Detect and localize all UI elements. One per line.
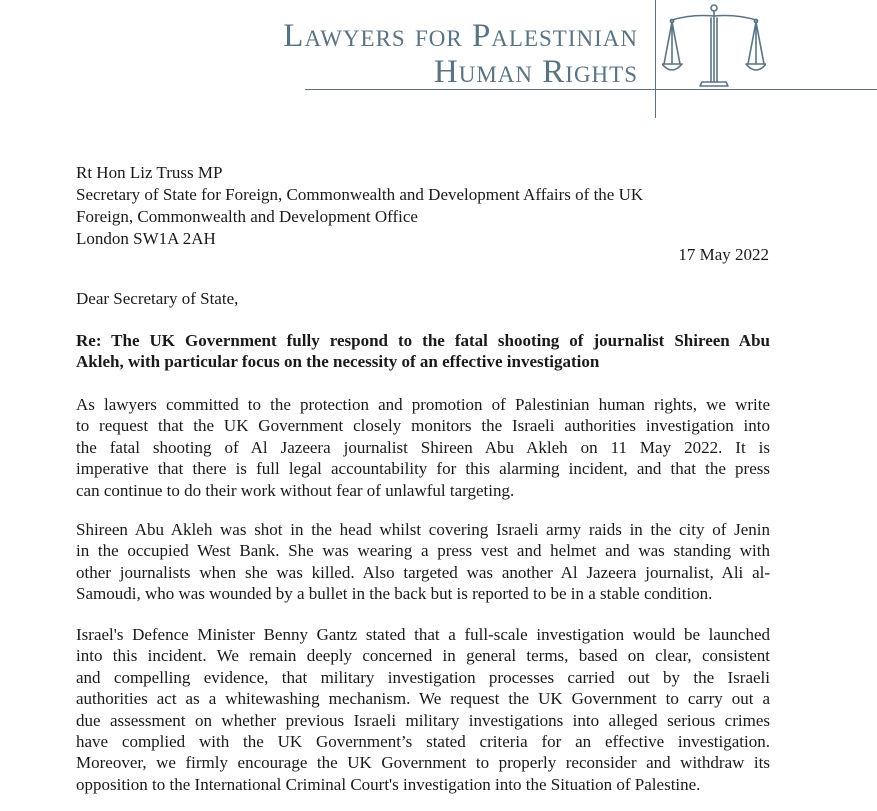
- paragraph-line: to request that the UK Government closely monitors the Israeli authorities investigation into: [76, 416, 770, 436]
- scales-of-justice-icon: [662, 2, 766, 88]
- paragraph-line: in the occupied West Bank. She was wearing a press vest and helmet and was standing with: [76, 541, 770, 561]
- recipient-name: Rt Hon Liz Truss MP: [76, 163, 223, 182]
- paragraph-line: can continue to do their work without fear of unlawful targeting.: [76, 480, 515, 500]
- recipient-title: Secretary of State for Foreign, Commonwealth and Development Affairs of the UK: [76, 185, 644, 204]
- subject-line-2: Akleh, with particular focus on the necessity of an effective investigation: [76, 352, 600, 371]
- body-paragraph-2: [76, 519, 770, 605]
- paragraph-line: Samoudi, who was wounded by a bullet in the back but is reported to be in a stable condition.: [76, 584, 713, 604]
- paragraph-line: authorities act as a whitewashing mechanism. We request the UK Government to carry out a: [76, 689, 770, 709]
- paragraph-line: into this incident. We remain deeply concerned in general terms, based on clear, consistent: [76, 646, 770, 666]
- recipient-address: [76, 162, 643, 250]
- letterhead: [0, 0, 877, 120]
- paragraph-line: Shireen Abu Akleh was shot in the head whilst covering Israeli army raids in the city of Jenin: [76, 520, 770, 539]
- paragraph-line: Israel's Defence Minister Benny Gantz stated that a full-scale investigation would be launched: [76, 625, 770, 644]
- paragraph-line: other journalists when she was killed. Also targeted was another Al Jazeera journalist, Ali al-: [76, 562, 770, 582]
- recipient-office: Foreign, Commonwealth and Development Office: [76, 207, 418, 226]
- subject-line-1: Re: The UK Government fully respond to the fatal shooting of journalist Shireen Abu: [76, 331, 770, 350]
- letter-date: 17 May 2022: [678, 245, 769, 264]
- salutation: Dear Secretary of State,: [76, 289, 239, 308]
- recipient-city: London SW1A 2AH: [76, 229, 216, 248]
- paragraph-line: and compelling evidence, that military investigation processes carried out by the Israeli: [76, 667, 770, 687]
- paragraph-line: Moreover, we firmly encourage the UK Government to properly reconsider and withdraw its: [76, 753, 770, 773]
- paragraph-line: As lawyers committed to the protection and promotion of Palestinian human rights, we write: [76, 395, 770, 414]
- organization-name: [283, 18, 638, 90]
- paragraph-line: opposition to the International Criminal Court's investigation into the Situation of Palestine.: [76, 774, 701, 794]
- body-paragraph-3: [76, 624, 770, 795]
- organization-name-line-2: Human Rights: [433, 54, 638, 90]
- paragraph-line: the fatal shooting of Al Jazeera journalist Shireen Abu Akleh on 11 May 2022. It is: [76, 437, 770, 457]
- letterhead-vertical-rule: [655, 0, 656, 118]
- paragraph-line: due assessment on whether previous Israeli military investigations into alleged serious crimes: [76, 710, 770, 730]
- body-paragraph-1: [76, 394, 770, 501]
- letterhead-horizontal-rule: [305, 89, 877, 90]
- organization-name-line-1: Lawyers for Palestinian: [283, 18, 638, 54]
- paragraph-line: imperative that there is full legal accountability for this alarming incident, and that the press: [76, 459, 770, 479]
- paragraph-line: have complied with the UK Government’s stated criteria for an effective investigation.: [76, 732, 770, 752]
- subject-line: [76, 330, 770, 372]
